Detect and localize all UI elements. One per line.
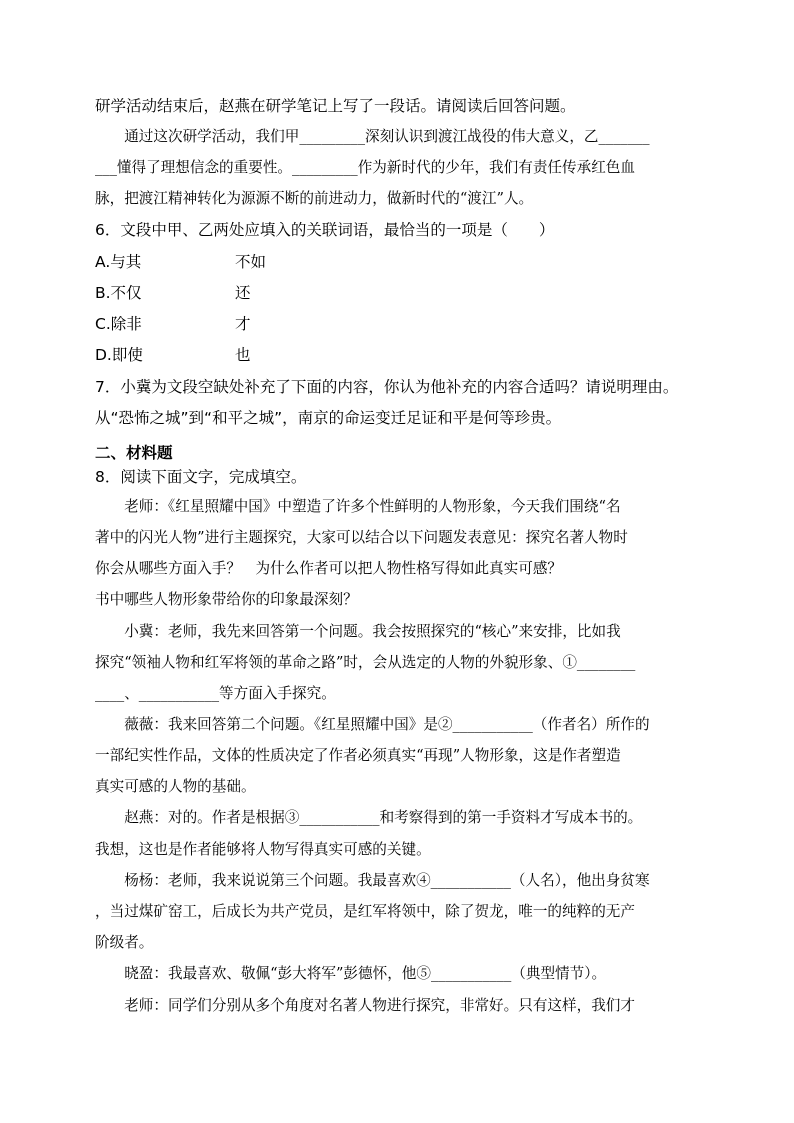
q8-stem: 8．阅读下面文字，完成填空。	[95, 468, 307, 486]
q6-stem: 6．文段中甲、乙两处应填入的关联词语，最恰当的一项是（ ）	[95, 221, 555, 239]
q8-line-6: 探究“领袖人物和红军将领的革命之路”时，会从选定的人物的外貌形象、①________	[95, 654, 636, 671]
q6-option-c: C.除非 才	[95, 315, 251, 333]
q6-option-a: A.与其 不如	[95, 253, 267, 271]
passage-line-1: 通过这次研学活动，我们甲_________深刻认识到渡江战役的伟大意义，乙_______	[124, 128, 650, 145]
passage-line-3: 脉，把渡江精神转化为源源不断的前进动力，做新时代的“渡江”人。	[95, 190, 534, 207]
q8-line-15: 阶级者。	[95, 934, 154, 951]
q8-line-17: 老师：同学们分别从多个角度对名著人物进行探究，非常好。只有这样，我们才	[95, 997, 635, 1014]
q8-line-7: ____、___________等方面入手探究。	[95, 685, 336, 702]
q8-line-2: 著中的闪光人物”进行主题探究，大家可以结合以下问题发表意见：探究名著人物时	[95, 529, 628, 546]
q8-line-11: 赵燕：对的。作者是根据③___________和考察得到的第一手资料才写成本书的。	[95, 809, 643, 826]
q6-option-d: D.即使 也	[95, 346, 251, 364]
q8-line-9: 一部纪实性作品，文体的性质决定了作者必须真实“再现”人物形象，这是作者塑造	[95, 747, 621, 764]
q8-line-16: 晓盈：我最喜欢、敬佩“彭大将军”彭德怀，他⑤___________（典型情节）。	[95, 965, 607, 982]
q8-line-10: 真实可感的人物的基础。	[95, 778, 256, 795]
q7-content: 从“恐怖之城”到“和平之城”，南京的命运变迁足证和平是何等珍贵。	[95, 409, 562, 427]
q8-line-12: 我想，这也是作者能够将人物写得真实可感的关键。	[95, 841, 431, 858]
intro-text: 研学活动结束后，赵燕在研学笔记上写了一段话。请阅读后回答问题。	[95, 97, 576, 115]
q8-line-3: 你会从哪些方面入手？ 为什么作者可以把人物性格写得如此真实可感？	[95, 560, 563, 577]
q6-option-b: B.不仅 还	[95, 284, 251, 302]
q8-line-8: 薇薇：我来回答第二个问题。《红星照耀中国》是②___________（作者名）所作的	[95, 716, 650, 733]
q7-stem: 7．小冀为文段空缺处补充了下面的内容，你认为他补充的内容合适吗？请说明理由。	[95, 378, 679, 396]
q8-line-5: 小冀：老师，我先来回答第一个问题。我会按照探究的“核心”来安排，比如我	[95, 623, 621, 640]
q8-line-13: 杨杨：老师，我来说说第三个问题。我最喜欢④___________（人名），他出身贫寒	[95, 872, 650, 889]
passage-line-2: ___懂得了理想信念的重要性。_________作为新时代的少年，我们有责任传承红色血	[95, 159, 635, 176]
section-heading: 二、材料题	[95, 444, 173, 462]
q8-line-1: 老师：《红星照耀中国》中塑造了许多个性鲜明的人物形象，今天我们围绕“名	[95, 498, 621, 515]
q8-line-14: ，当过煤矿窑工，后成长为共产党员，是红军将领中，除了贺龙，唯一的纯粹的无产	[95, 903, 635, 920]
q8-line-4: 书中哪些人物形象带给你的印象最深刻？	[95, 591, 358, 608]
